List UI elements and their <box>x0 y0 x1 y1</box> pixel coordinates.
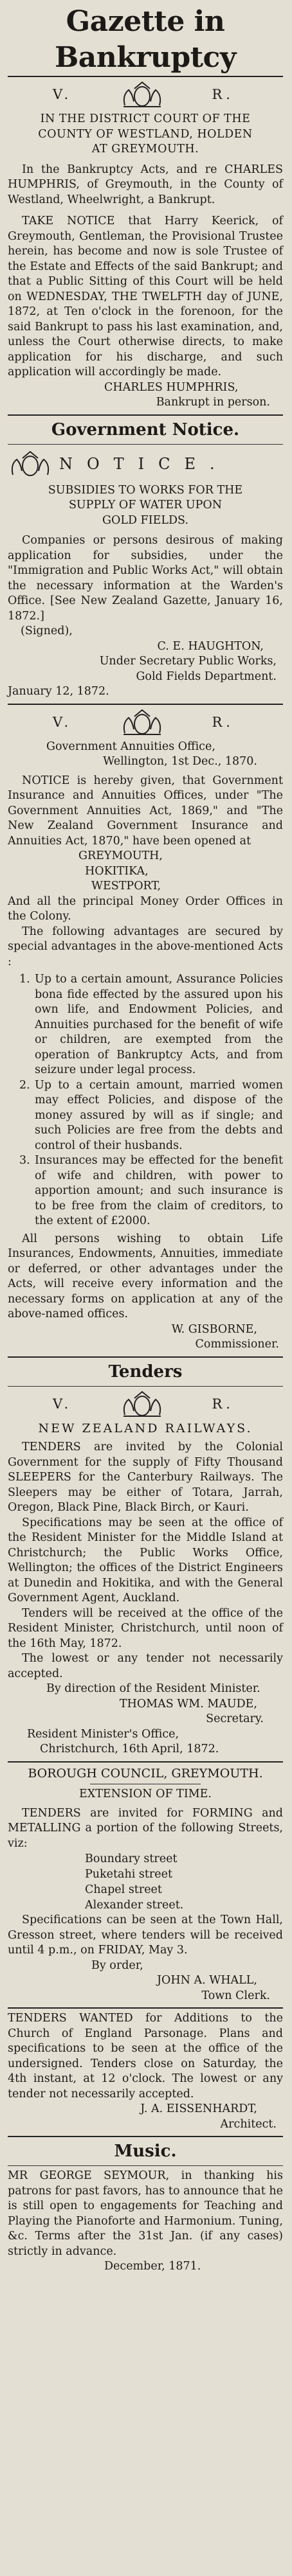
r-letter: R. <box>212 714 234 730</box>
railways-body-1: TENDERS are invited by the Colonial Government for the supply of Fifty Thousand SLEEPERS for the Canterbury Railways. The Sleepers may be either of Totara, Jarrah, Oregon, Black Pine, Black Birch, or Kauri. <box>8 1441 283 1514</box>
royal-arms-icon <box>120 707 165 737</box>
list-item: Alexander street. <box>85 1899 184 1912</box>
court-line-1: IN THE DISTRICT COURT OF THE <box>40 112 251 125</box>
whall-title: Town Clerk. <box>201 1989 270 2002</box>
bankruptcy-body: TAKE NOTICE that Harry Keerick, of Greymouth, Gentleman, the Provisional Trustee herein, has become and now is sole Trustee of the Estate and Effects of the said Bankrupt; and that a Public Sitting of this Court will be held on WEDNESDAY, THE TWELFTH day of JUNE, 1872, at Ten o'clock in the forenoon, for the said Bankrupt to pass his last examination, and, unless the Court otherwise directs, to make application for his discharge, and such application will accordingly be made. <box>8 215 283 378</box>
borough-body-2: Specifications can be seen at the Town Hall, Gresson street, where tenders will be received until 4 p.m., on FRIDAY, May 3. <box>8 1914 283 1957</box>
gov-notice-heading: Government Notice. <box>51 420 240 440</box>
royal-arms-row <box>8 1387 283 1421</box>
gov-notice-date: January 12, 1872. <box>8 685 109 698</box>
royal-arms-icon <box>120 80 165 109</box>
eissenhardt-title: Architect. <box>220 2117 277 2131</box>
streets-list <box>8 1851 283 1913</box>
church-body: TENDERS WANTED for Additions to the Church of England Parsonage. Plans and specifications to be seen at the office of the undersigned. Tenders close on Saturday, the 4th instant, at 12 o'clock. The lowest or any tender not necessarily accepted. <box>8 2012 283 2101</box>
music-heading: Music. <box>114 2142 177 2161</box>
bankruptcy-intro: In the Bankruptcy Acts, and re CHARLES HUMPHRIS, of Greymouth, in the County of Westland, Wheelwright, a Bankrupt. <box>8 163 283 206</box>
eissenhardt-name: J. A. EISSENHARDT, <box>140 2102 257 2115</box>
advantage-2: Up to a certain amount, married women may effect Policies, and dispose of the money assured by will as if single; and such Policies are free from the debts and control of their husbands. <box>35 1078 283 1152</box>
list-item: Chapel street <box>85 1883 162 1896</box>
bankrupt-name: CHARLES HUMPHRIS, <box>104 380 239 394</box>
railways-body-4: The lowest or any tender not necessarily accepted. <box>8 1652 283 1680</box>
music-body: MR GEORGE SEYMOUR, in thanking his patrons for past favors, has to announce that he is still open to engagements for Teaching and Playing the Pianoforte and Harmonium. Tuning, &c. Terms after the 31st Jan. (if any cases) strictly in advance. <box>8 2169 283 2258</box>
annuities-date: Wellington, 1st Dec., 1870. <box>103 755 257 768</box>
borough-tender <box>8 1763 283 2004</box>
gov-notice <box>8 445 283 700</box>
list-item: 1. Up to a certain amount, Assurance Policies bona fide effected by the assured upon his own life, and Endowment Policies, and Annuities purchased for the benefit of wife or children, are exempted from the operation of Bankruptcy Acts, and from seizure under legal process. <box>19 972 283 1078</box>
railways-body-3: Tenders will be received at the office of the Resident Minister, Christchurch, until noon of the 16th May, 1872. <box>8 1606 283 1650</box>
haughton-title-1: Under Secretary Public Works, <box>99 655 277 668</box>
haughton-title-2: Gold Fields Department. <box>136 670 277 683</box>
borough-body-1: TENDERS are invited for FORMING and METALLING a portion of the following Streets, viz: <box>8 1806 283 1850</box>
town-greymouth: GREYMOUTH, <box>78 849 163 862</box>
notice-word: NOTICE. <box>59 454 229 473</box>
masthead-title: Gazette in Bankruptcy <box>55 5 236 74</box>
annuities-body-3: The following advantages are secured by special advantages in the above-mentioned Acts : <box>8 925 283 968</box>
annuities-body-2: And all the principal Money Order Offices in the Colony. <box>8 894 283 923</box>
railways-title: NEW ZEALAND RAILWAYS. <box>38 1421 253 1435</box>
advantage-1: Up to a certain amount, Assurance Policies bona fide effected by the assured upon his own life, and Endowment Policies, and Annuities purchased for the benefit of wife or children, are exempted from the operation of Bankruptcy Acts, and from seizure under legal process. <box>35 973 283 1076</box>
subsidy-title-3: GOLD FIELDS. <box>102 513 188 527</box>
railways-tender <box>8 1421 283 1757</box>
signed-label: (Signed), <box>21 625 73 637</box>
railways-body-2: Specifications may be seen at the office of the Resident Minister for the Middle Island at Christchurch; the Public Works Office, Wellington; the offices of the District Engineers at Dunedin and Hokitika, and with the General Government Agent, Auckland. <box>8 1516 283 1604</box>
v-letter: V. <box>53 714 73 730</box>
royal-arms-row <box>8 705 283 740</box>
bankrupt-title: Bankrupt in person. <box>156 396 270 409</box>
annuities-body-1: NOTICE is hereby given, that Government Insurance and Annuities Offices, under "The Government Annuities Act, 1869," and "The New Zealand Government Insurance and Annuities Act, 1870," have been opened at <box>8 774 283 848</box>
railways-by: By direction of the Resident Minister. <box>46 1682 260 1695</box>
gisborne-title: Commissioner. <box>195 1338 279 1351</box>
tenders-heading: Tenders <box>108 1362 183 1381</box>
resident-office-date: Christchurch, 16th April, 1872. <box>40 1743 219 1755</box>
subsidy-title-1: SUBSIDIES TO WORKS FOR THE <box>48 483 243 497</box>
v-letter: V. <box>53 1396 73 1412</box>
list-item: 3. Insurances may be effected for the benefit of wife and children, with power to apportion amount; and such insurance is to be free from the claim of creditors, to the extent of £2000. <box>19 1153 283 1229</box>
subsidy-body: Companies or persons desirous of making application for subsidies, under the "Immigration and Public Works Act," will obtain the necessary information at the Warden's Office. [See New Zealand Gazette, January 16, 1872.] <box>8 534 283 623</box>
annuities-office: Government Annuities Office, <box>46 740 215 753</box>
royal-arms-icon <box>120 1389 165 1419</box>
maude-name: THOMAS WM. MAUDE, <box>119 1697 257 1710</box>
advantage-3: Insurances may be effected for the benefit of wife and children, with power to apportion amount; and such insurance is to be free from the claim of creditors, to the extent of £2000. <box>35 1154 283 1227</box>
town-hokitika: HOKITIKA, <box>85 864 149 878</box>
list-item: Boundary street <box>85 1852 178 1865</box>
borough-sub: EXTENSION OF TIME. <box>78 1788 212 1800</box>
v-letter: V. <box>53 87 73 102</box>
music-date: December, 1871. <box>104 2260 201 2273</box>
borough-title: BOROUGH COUNCIL, GREYMOUTH. <box>28 1766 263 1781</box>
church-tender <box>8 2009 283 2132</box>
borough-by: By order, <box>91 1959 143 1972</box>
r-letter: R. <box>212 1396 234 1412</box>
music-notice <box>8 2166 283 2275</box>
royal-arms-icon <box>8 448 53 480</box>
haughton-name: C. E. HAUGHTON, <box>157 639 264 653</box>
whall-name: JOHN A. WHALL, <box>157 1974 257 1987</box>
annuities-notice <box>8 740 283 1353</box>
advantages-list <box>8 972 283 1229</box>
resident-office: Resident Minister's Office, <box>27 1727 179 1741</box>
town-westport: WESTPORT, <box>91 880 161 893</box>
court-line-3: AT GREYMOUTH. <box>91 143 199 155</box>
subsidy-title-2: SUPPLY OF WATER UPON <box>68 499 223 511</box>
court-line-2: COUNTY OF WESTLAND, HOLDEN <box>38 127 253 141</box>
bankruptcy-notice <box>8 112 283 411</box>
list-item: Puketahi street <box>85 1868 173 1881</box>
maude-title: Secretary. <box>206 1712 264 1725</box>
annuities-body-4: All persons wishing to obtain Life Insurances, Endowments, Annuities, immediate or deferred, or other advantages under the Acts, will receive every information and the necessary forms on application at any of the above-named offices. <box>8 1232 283 1320</box>
r-letter: R. <box>212 87 234 102</box>
gisborne-name: W. GISBORNE, <box>171 1322 257 1336</box>
royal-arms-row <box>8 77 283 112</box>
list-item: 2. Up to a certain amount, married women may effect Policies, and dispose of the money assured by will as if single; and such Policies are free from the debts and control of their husbands. <box>19 1078 283 1154</box>
